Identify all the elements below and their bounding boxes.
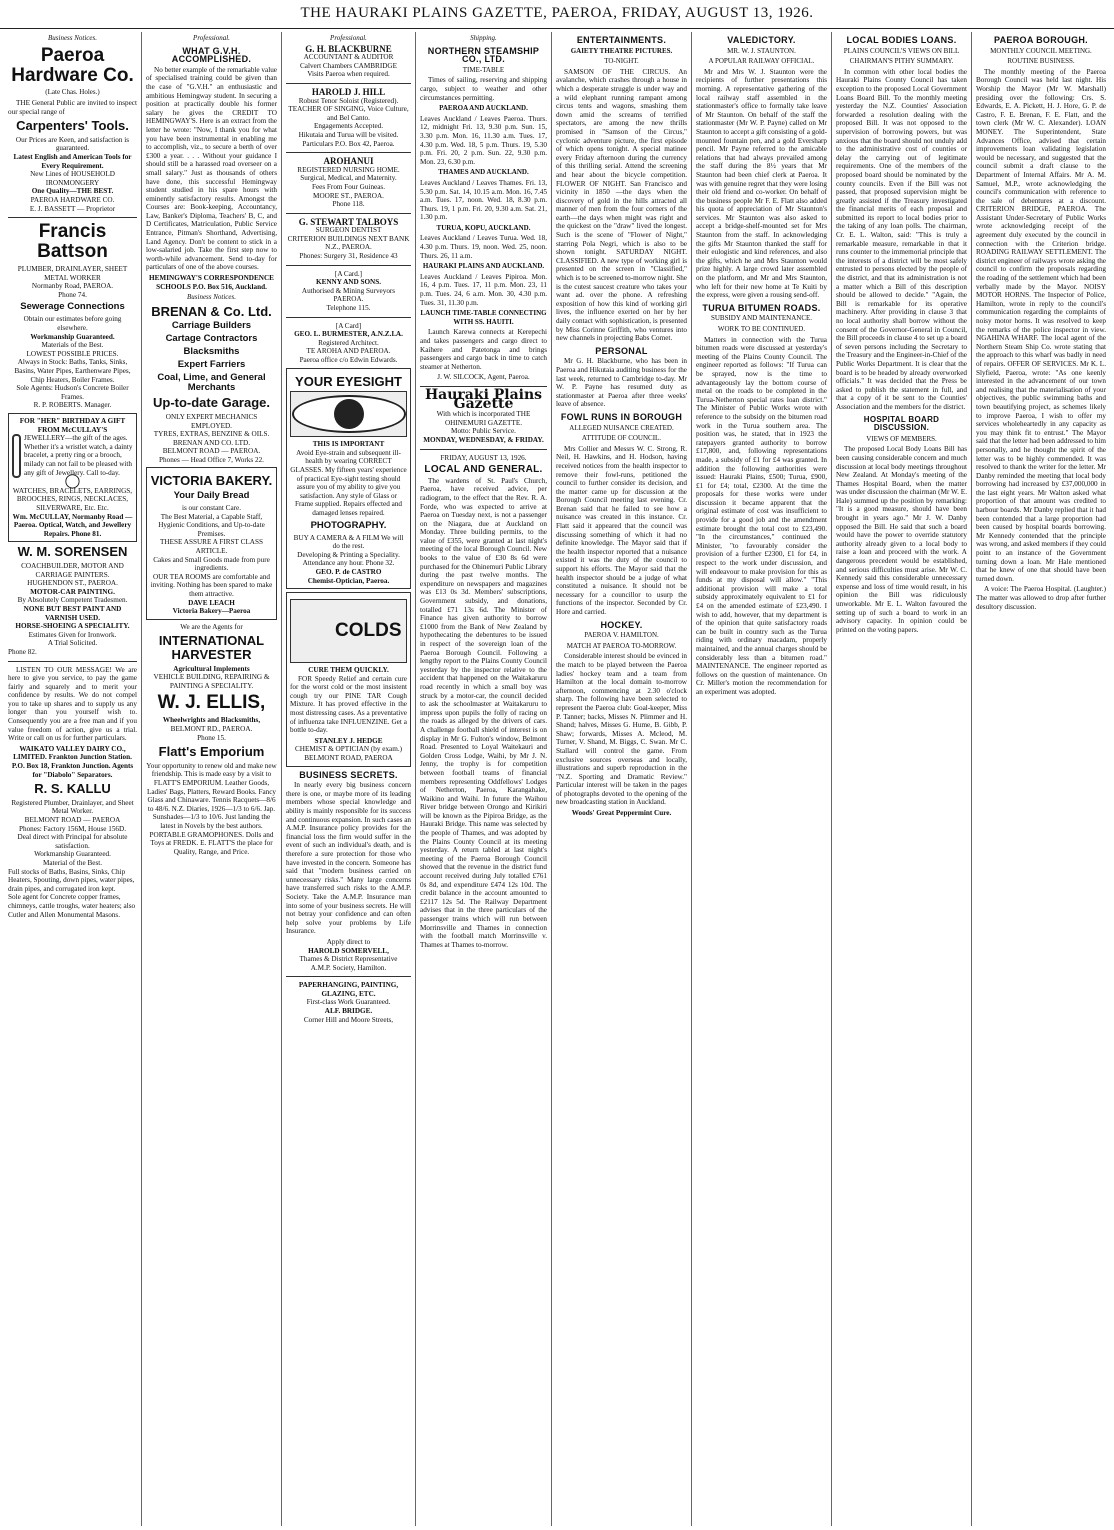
ad-eyesight-line: Chemist-Optician, Paeroa.: [307, 576, 390, 585]
article-body: Mrs Collier and Messrs W. C. Strong, R. Neil, H. Hawkins, and H. Hodson, having received notices from the health inspector to remove their fowl-runs, petitioned the council to further consider its decision, and the matter came up for discussion at the Borough Council meeting last evening. Cr. Brenan said that he failed to see how a nuisance was created in this instance. Cr. Flatt said it appeared that the council was discussing something of which it had no definite knowledge. The Mayor said that if the health inspector reported that a nuisance existed it was the duty of the council to support his efforts. The Mayor said that the health inspector should be a judge of what constituted a nuisance. It should not be necessary for a councillor to usurp the functions of the inspector. Seconded by Cr. Hore and carried.: [556, 444, 687, 616]
ad-hardware-body: THE General Public are invited to inspect our special range of: [8, 99, 137, 116]
ad-eyesight-line: Developing & Printing a Speciality.: [297, 550, 400, 559]
gazette-date: FRIDAY, AUGUST 13, 1926.: [440, 453, 527, 462]
article-sub: ALLEGED NUISANCE CREATED.: [569, 423, 674, 432]
card-line: Engagements Accepted.: [313, 122, 384, 131]
ad-garage-line: BELMONT ROAD — PAEROA.: [162, 447, 261, 456]
ad-colds-foot: BELMONT ROAD, PAEROA: [304, 754, 393, 763]
ad-bakery-mid: Your Daily Bread: [173, 490, 250, 502]
column-5: [552, 32, 692, 1526]
ad-sorensen-line: Phone 82.: [8, 647, 37, 656]
ad-bakery-title: VICTORIA BAKERY.: [150, 473, 273, 489]
article-heading: VALEDICTORY.: [727, 35, 796, 45]
bracelet-icon: ◯: [64, 474, 81, 490]
card-line: Particulars P.O. Box 42, Paeroa.: [302, 139, 395, 148]
gazette-line: MONDAY, WEDNESDAY, & FRIDAY.: [423, 435, 544, 444]
ad-harvester-line: Agricultural Implements: [173, 664, 250, 673]
ad-bridge-line: PAPERHANGING, PAINTING, GLAZING, ETC.: [298, 981, 399, 998]
ad-battson-line: Phone 74.: [58, 290, 87, 299]
ad-eyesight-title: YOUR EYESIGHT: [295, 373, 402, 389]
ad-sorensen-line: NONE BUT BEST PAINT AND VARNISH USED.: [23, 604, 122, 622]
article-sub: GAIETY THEATRE PICTURES.: [570, 46, 673, 55]
ad-hardware-line: E. J. BASSETT — Proprietor: [29, 204, 116, 213]
ad-bakery-line: Cakes and Small Goods made from pure ingredients.: [153, 555, 270, 573]
ad-sorensen-line: HORSE-SHOEING A SPECIALITY.: [15, 622, 130, 631]
article-heading: ENTERTAINMENTS.: [576, 35, 667, 45]
gazette-line: Motto: Public Service.: [451, 427, 516, 436]
article-foot: A voice: The Paeroa Hospital. (Laughter.) The matter was allowed to drop after further desultory discussion.: [976, 585, 1106, 611]
divider: [286, 265, 411, 266]
ad-brenan-line: Expert Farriers: [177, 359, 246, 371]
article-body: In nearly every big business concern there is one, or maybe more of its leading members whose special knowledge and ability is mainly responsible for its success and continuous expansion. In such cases an A.M.P. Insurance policy provides for the financial loss the firm would suffer in the event of such an individual's death, and is therefore a sure protection for those who have invested in the concern. Someone has said that "modern business carried on unnecessary risks." Many large concerns have transferred such risks to the A.M.P. Society. Take the A.M.P. Insurance man into some of your business secrets. He will not betray your confidence and can often help solve your problems by Life Insurance.: [286, 781, 411, 936]
ad-sorensen-line: COACHBUILDER, MOTOR AND CARRIAGE PAINTERS.: [21, 561, 124, 579]
ad-eyesight-line: Attendance any hour. Phone 32.: [302, 559, 395, 568]
section-kicker: Professional.: [330, 34, 367, 42]
ad-eyesight-body: Avoid Eye-strain and subsequent ill-health by wearing CORRECT GLASSES. My fifteen years' experience of practical Eye-sight testing should assure you of my ability to give you satisfaction. Any style of Glass or Frame supplied. Repairs effected and damaged lenses repaired.: [290, 448, 407, 517]
ad-kallu-line: Deal direct with Principal for absolute satisfaction.: [17, 833, 128, 850]
article-sub: MR. W. J. STAUNTON.: [727, 46, 796, 55]
eye-icon: [292, 395, 406, 433]
article-sub: MATCH AT PAEROA TO-MORROW.: [566, 641, 677, 650]
ad-garage-line: ONLY EXPERT MECHANICS EMPLOYED.: [165, 412, 258, 430]
article-heading: BUSINESS SECRETS.: [299, 769, 398, 780]
ad-sorensen-line: Estimates Given for Ironwork.: [28, 630, 117, 639]
card-line: Authorised & Mining Surveyors: [301, 286, 396, 295]
ad-sorensen-line: MOTOR-CAR PAINTING.: [30, 587, 115, 596]
article-body: The proposed Local Body Loans Bill has been causing considerable concern and much discussion at local body meetings throughout New Zealand. At Monday's meeting of the Thames Hospital Board, when the matter was under discussion the chairman (Mr W. E. Hale) summed up the position by remarking: "It is a good measure, should have been brought in years ago." Mr J. W. Danby opposed the Bill. He said that such a board would have the power to override statutory authority already given to a local body to raise a loan and proceed with the work. A dangerous precedent would be established, and serious difficulties must arise. Mr W. C. Kennedy said this considerable unnecessary expense and loss of time would result, in his opinion the Bill was ridiculously unworkable. Mr E. L. Walton favoured the setting up of such a board to work in an advisory capacity. In opinion could be printed on the voting papers.: [836, 445, 967, 634]
card-line: Phones: Surgery 31, Residence 43: [299, 252, 398, 261]
article-sub: PLAINS COUNCIL'S VIEWS ON BILL: [843, 46, 960, 55]
card-line: Fees From Four Guineas.: [311, 182, 386, 191]
article-foot: Woods' Great Peppermint Cure.: [571, 809, 672, 818]
ad-eyesight-mid: THIS IS IMPORTANT: [312, 440, 385, 449]
article-sub: PAEROA V. HAMILTON.: [584, 631, 659, 640]
ad-brenan-title: BRENAN & Co. Ltd.: [151, 303, 272, 319]
ad-sorensen-title: W. M. SORENSEN: [17, 544, 128, 560]
article-body: Matters in connection with the Turua bitumen roads were discussed at yesterday's meeting of the Plains County Council. The engineer reported as follows: "If Turua can be sprayed, now is the time to advantageously lay the bottom course of metal on the roads to be completed in the Turua-Netherton special rates loan district." The Minister of Public Works wrote with reference to the subsidy on the bitumen road work in the Turua southern area. The position was, he stated, that in 1923 the ratepayers granted authority to borrow £17,800, and, following representations made, a subsidy of £1 for £4 was granted. In addition the following authorities were issued: Hauraki Plains, £500; Turua, £900, £1 for £4; total, £2300. At the time the proposals for these works were under discussion it became apparent that the original estimate of cost was insufficient to provide for a good job and the amendment estimate brought the total cost to £23,490. "In the circumstances," continued the Minister, "to favourably consider the provision of a further £2300, £1 for £4, in respect to the work under discussion, and will endeavour to make provision for this as funds at my disposal will allow." "This additional provision will make a total subsidy approximately equivalent to £1 for £4 on the amended estimate of £23,490. I wish to add, however, that my department is of the opinion that quite satisfactory roads can be built in country such as the Turua riding with ordinary macadam, properly maintained, and the annual charges should be considerably less than a bitumen road." MAINTENANCE. The engineer reported as follows on the question of maintenance. On Cr. Miller's motion the recommendation for an experiment was adopted.: [696, 335, 827, 696]
divider: [286, 213, 411, 214]
ad-mccullay-title: FOR "HER" BIRTHDAY A GIFT FROM McCULLAY'S: [19, 416, 126, 434]
article-heading: LOCAL AND GENERAL.: [424, 464, 543, 476]
article-body: The monthly meeting of the Paeroa Borough Council was held last night. His Worship the Mayor (Mr W. Marshall) presiding over the following: Crs. S. Edwards, E. A. Pickett, H. J. Hore, G. P. de Castro, F. E. Brenan, F. E. Flatt, and the town clerk (Mr W. C. Alexander). LOAN MONEY. The Superintendent, State Advances Office, advised that certain improvements loan validating legislation would be necessary, and suggested that the council submit a draft clause to the Department of Internal Affairs. Mr A. M. Samuel, M.P., wrote acknowledging the council's communication with reference to the sale of debentures at a discount. CRITERION BRIDGE, PAEROA. The Assistant Under-Secretary of Public Works wrote acknowledging receipt of the agreement duly executed by the council in connection with the Criterion bridge. ROADING RAILWAY SETTLEMENT. The district engineer of railways wrote asking the council to confirm the proposals regarding the roading of the settlement which had been verbally made by the Mayor. NOISY MOTOR HORNS. The Inspector of Police, Hamilton, wrote in reply to the council's communication regarding the complaints of noisy motor horns. It was resolved to keep the remarks of the police inspector in view. NGAHINA WHARF. The local agent of the Northern Steam Ship Co. wrote stating that the approach to this wharf was badly in need of repairs. OFFER OF SERVICES. Mr K. L. Slyfield, Paeroa, wrote: "As one keenly interested in the advancement of our town and realising that the materialisation of your objectives, the public swimming baths and town beautifying project, as schemes likely to improve Paeroa, I wish to offer my services wholeheartedly in any capacity as you may think fit to entrust." The Mayor said that the letter had been addressed to him personally, and he thought the spirit of the letter was to be highly commended. It was resolved to thank the writer for the letter. Mr Danby reminded the meeting that local body borrowing had increased by £37,000,000 in the last eight years. Mr Walton asked what proportion of that amount was credited to harbour boards. Mr Danby replied that it had been contended that a large proportion had been caused by hospital boards borrowing. Mr Kennedy contended that the principle was wrong, and asked members if they could point to an instance of the Government turning down a loan. Mr Hale mentioned that he knew of one that should have been turned down.: [976, 67, 1106, 583]
shipping-launch: Launch Karewa connects at Kerepechi and takes passengers and cargo direct to Kaihere and Patetonga and brings passengers and cargo back in time to catch steamer at Netherton.: [420, 328, 547, 371]
article-sub: CHAIRMAN'S PITHY SUMMARY.: [849, 57, 954, 66]
article-heading: WHAT G.V.H. ACCOMPLISHED.: [171, 45, 252, 65]
article-body: No better example of the remarkable value of specialised training could be given than the case of "G.V.H." an enthusiastic and ambitious Hemingway student. In securing a position at practically double his former salary he gives the CREDIT TO HEMINGWAY'S. Here is an extract from the letter he wrote: "Now, I thank you for what you have been instrumental in enabling me to accomplish, viz., to secure a berth of over £300 a year. . . . Without your guidance I should still be a harassed road overseer on a small salary." Just as thousands of others have done, this successful Hemingway student studied in his spare hours with eminently satisfactory results. Amongst the Courses are: Book-keeping, Accountancy, Law, Banker's Diploma, Teachers' B, C, and D Certificates, Matriculation, Public Service Entrance, Pitman's Shorthand, Advertising, Land Agency. Don't be content to stick in a low-salaried job. Take the first step now to worth-while advancement. Send to-day for particulars of one of the above courses.: [146, 65, 277, 272]
ad-mccullay-foot: Wm. McCULLAY, Normanby Road — Paeroa. Optical, Watch, and Jewellery Repairs. Phone 81.: [12, 512, 133, 538]
shipping-heading: NORTHERN STEAMSHIP CO., LTD.: [427, 45, 540, 65]
section-kicker: Business Notices.: [48, 34, 97, 42]
article-heading: PERSONAL: [595, 345, 648, 356]
shipping-times: Leaves Auckland / Leaves Turua. Wed. 18, 4.30 p.m. Thurs. 19, noon. Wed. 25, noon. Thurs. 26, 11 a.m.: [420, 234, 547, 260]
card-line: [A Card.]: [334, 269, 363, 278]
shipping-route: LAUNCH TIME-TABLE CONNECTING WITH SS. HAUITI.: [420, 309, 547, 326]
column-2: [142, 32, 282, 1526]
ad-hardware-sub: (Late Chas. Holes.): [45, 88, 100, 97]
article-sub: ATTITUDE OF COUNCIL.: [581, 434, 662, 443]
article-heading: HOCKEY.: [600, 619, 643, 630]
shipping-times: Leaves Auckland / Leaves Pipiroa. Mon. 16, 4 p.m. Tues. 17, 11 p.m. Mon. 23, 11 p.m. Tues. 24, 6 a.m. Mon. 30, 4.30 p.m. Tues. 31, 11.30 p.m.: [420, 272, 547, 307]
ad-brenan-line: Blacksmiths: [183, 346, 240, 358]
ad-battson-more: Sole Agents: Hudson's Concrete Boiler Frames.: [16, 384, 129, 401]
masthead: [0, 0, 1114, 29]
divider: [420, 449, 547, 450]
ad-battson-more: R. P. ROBERTS. Manager.: [33, 401, 112, 410]
article-sub: WORK TO BE CONTINUED.: [717, 325, 806, 333]
card-line: Telephone 115.: [326, 304, 371, 313]
ad-battson-more: Materials of the Best.: [41, 341, 104, 350]
shipping-times: Leaves Auckland / Leaves Thames. Fri. 13, 5.30 p.m. Sat. 14, 10.15 a.m. Mon. 16, 7.45 a.m. Tues. 17, noon. Wed. 18, 8.30 p.m. Thurs. 19, 1 p.m. Fri. 20, 9.30 a.m. Sat. 21, 1.30 p.m.: [420, 178, 547, 222]
article-heading: FOWL RUNS IN BOROUGH: [560, 411, 683, 422]
card-arohanui: AROHANUI: [323, 156, 374, 167]
card-line: REGISTERED NURSING HOME.: [297, 165, 400, 174]
shipping-route: TURUA, KOPU, AUCKLAND.: [436, 223, 531, 232]
column-1: [4, 32, 142, 1526]
card-line: Paeroa office c/o Edwin Edwards.: [299, 356, 398, 364]
card-line: Visits Paeroa when required.: [307, 70, 390, 79]
ad-garage-line: TYRES, EXTRAS, BENZINE & OILS.: [153, 430, 270, 439]
gazette-line: With which is incorporated THE OHINEMURI GAZETTE.: [436, 410, 531, 427]
column-3: [282, 32, 416, 1526]
ad-hardware-big: Carpenters' Tools.: [16, 118, 129, 134]
ad-colds-title: COLDS: [335, 620, 402, 642]
ad-ellis-line: Phone 15.: [197, 733, 226, 742]
card-line: PAEROA.: [333, 295, 364, 304]
ad-battson-mid: Sewerage Connections: [20, 301, 125, 313]
article-foot: HAROLD SOMERVELL,: [308, 946, 389, 955]
article-sub: SUBSIDY AND MAINTENANCE.: [710, 314, 813, 323]
divider: [286, 83, 411, 84]
card-line: TE AROHA AND PAEROA.: [306, 347, 391, 356]
ad-sorensen-line: By Absolutely Competent Tradesmen.: [17, 596, 128, 605]
ad-kallu-line: Phones: Factory 156M, House 156D.: [18, 824, 126, 833]
card-line: TEACHER OF SINGING, Voice Culture, and Bel Canto.: [288, 105, 409, 122]
article-sub: MONTHLY COUNCIL MEETING.: [990, 46, 1092, 55]
card-burmester: GEO. L. BURMESTER, A.N.Z.I.A.: [294, 330, 403, 339]
section-kicker: Business Notices.: [187, 293, 236, 302]
ad-mccullay-list: WATCHES, BRACELETS, EARRINGS, BROOCHES, RINGS, NECKLACES, SILVERWARE, Etc. Etc.: [12, 486, 133, 512]
ad-kallu-line: Material of the Best.: [42, 859, 103, 868]
ad-colds-foot: CHEMIST & OPTICIAN (by exam.): [294, 745, 403, 754]
shipping-sub: TIME-TABLE: [462, 65, 505, 74]
ad-battson-more: Always in Stock: Baths, Tanks, Sinks, Basins, Water Pipes, Earthenware Pipes, Chip Heaters, Boiler Frames.: [14, 358, 131, 384]
ad-sorensen-line: A Trial Solicited.: [47, 639, 98, 648]
column-7: [832, 32, 972, 1526]
column-6: [692, 32, 832, 1526]
ad-ellis-line: BELMONT RD., PAEROA.: [170, 724, 253, 733]
article-sub: A POPULAR RAILWAY OFFICIAL.: [708, 57, 815, 66]
card-line: SURGEON DENTIST: [315, 226, 382, 235]
card-talboys: G. STEWART TALBOYS: [298, 216, 399, 227]
ad-hardware-line: Latest English and American Tools for Every Requirement.: [13, 153, 132, 170]
card-kenny: KENNY AND SONS.: [315, 278, 382, 287]
ad-battson-line: Normanby Road, PAEROA.: [31, 282, 114, 291]
ad-ellis-line: Wheelwrights and Blacksmiths,: [162, 716, 261, 725]
card-line: Robust Tenor Soloist (Registered).: [298, 96, 399, 105]
ad-kallu-line: Full stocks of Baths, Basins, Sinks, Chip Heaters, Spouting, down pipes, water pipes, drain pipes, and corrugated iron kept.: [8, 867, 135, 893]
ad-ellis-title: W. J. ELLIS,: [157, 692, 266, 714]
card-blackburne: G. H. BLACKBURNE: [305, 43, 392, 54]
article-body: Mr G. H. Blackburne, who has been in Paeroa and Hikutaia auditing business for the last week, returned to Cambridge to-day. Mr W. P. Payne has resumed duty as stationmaster at Paeroa after three weeks' leave of absence.: [556, 357, 687, 409]
ad-harvester-line: VEHICLE BUILDING, REPAIRING & PAINTING A SPECIALITY.: [153, 673, 270, 690]
ad-bakery-line: is our constant Care.: [181, 504, 242, 513]
ad-bakery-line: THESE ASSURE A FIRST CLASS ARTICLE.: [160, 538, 263, 556]
article-foot: Thames & District Representative: [299, 955, 398, 964]
ad-battson-more: Workmanship Guaranteed.: [30, 332, 115, 341]
article-foot: HEMINGWAY'S CORRESPONDENCE SCHOOLS P.O. Box 516, Auckland.: [149, 274, 274, 291]
ad-hardware-line: New Lines of HOUSEHOLD IRONMONGERY: [30, 170, 115, 187]
ad-eyesight-photo: PHOTOGRAPHY.: [310, 519, 387, 531]
ad-eyesight: [286, 368, 411, 590]
ad-sorensen-line: HUGHENDON ST., PAEROA.: [27, 579, 118, 588]
ad-flatt-title: Flatt's Emporium: [158, 744, 265, 760]
ad-mccullay-body: JEWELLERY—the gift of the ages. Whether it's a wristlet watch, a dainty bracelet, a pretty ring or a brooch, milady can not fail to be pleased with any gift of Jewellery. Call to-day.: [24, 434, 133, 477]
ad-bridge-line: ALF. BRIDGE.: [324, 1007, 373, 1016]
ad-hardware-line: Our Prices are Keen, and satisfaction is guaranteed.: [15, 135, 130, 153]
ad-kallu-line: Workmanship Guaranteed.: [34, 850, 111, 859]
article-heading: HOSPITAL BOARD DISCUSSION.: [863, 414, 940, 433]
section-kicker: Professional.: [193, 34, 230, 42]
ad-colds: [286, 592, 411, 767]
ad-harvester-title: INTERNATIONAL HARVESTER: [158, 633, 265, 663]
ad-colds-foot: STANLEY J. HEDGE: [314, 736, 383, 745]
ad-battson-title: Francis Battson: [37, 221, 108, 263]
ad-kallu-title: R. S. KALLU: [34, 781, 111, 797]
card-line: [A Card]: [335, 321, 362, 330]
card-line: Phone 118.: [332, 200, 365, 209]
card-line: CRITERION BUILDINGS NEXT BANK N.Z., PAEROA.: [287, 234, 410, 252]
article-heading: TURUA BITUMEN ROADS.: [702, 302, 821, 313]
card-line: Calvert Chambers CAMBRIDGE: [299, 61, 398, 70]
ad-battson-more: LOWEST POSSIBLE PRICES.: [26, 349, 119, 358]
ad-hardware-line: PAEROA HARDWARE CO.: [30, 196, 115, 205]
ad-bridge-line: Corner Hill and Moore Streets,: [303, 1015, 394, 1024]
article-sub: ROUTINE BUSINESS.: [1007, 57, 1075, 66]
card-line: ACCOUNTANT & AUDITOR: [303, 53, 394, 62]
article-body: In common with other local bodies the Hauraki Plains County Council has taken exception to the proposed Local Government Loans Board Bill. To the monthly meeting yesterday the N.Z. Counties' Association forwarded a resolution dealing with the proposed Bill. It was not opposed to the supervision of borrowing powers, but was anxious that the board should not unduly add to the administrative cost of counties or delay the carrying out of legitimate requirements. One of the members of the proposed board should be nominated by the county councils. Even if the Bill was not passed, that proposed supervision might be greatly assisted if the Treasury investigated the financial merits of each proposal and submitted its report to local bodies prior to the taking of any loan polls. The chairman, Cr. E. L. Walton, said: "This is truly a remarkable measure, remarkable in that it runs counter to the immemorial principle that the interests of a district will be most safely entrusted to persons elected by the people of the district, and that its administration is not a matter which a Bill of this description should be allowed to decide." "Again, the Bill is remarkable for its operative machinery. After providing in clause 3 that no local authority shall borrow without the consent of the Governor-General in Council, the Bill proceeds in clause 4 to set up a board of seven persons including the Secretary to the Treasury and the Engineer-in-Chief of the Public Works Department. It is clear that the board is to be headed by already overworked officials." It was decided that the Press be asked to publish the statement in full, and that a copy of it be sent to the Counties' Association and the members for the district.: [836, 67, 967, 411]
shipping-body: Times of sailing, reserving and shipping cargo, subject to weather and other circumstances permitting.: [420, 76, 547, 102]
ad-bakery-line: OUR TEA ROOMS are comfortable and inviting. Nothing has been spared to make them attractive.: [150, 572, 273, 599]
ad-bridge-line: First-class Work Guaranteed.: [306, 998, 391, 1007]
ad-garage-line: BRENAN AND CO. LTD.: [172, 438, 250, 447]
ad-dairy-body: LISTEN TO OUR MESSAGE! We are here to give you service, to pay the game fairly and squarely and to merit your confidence by results. We do not compel you to take up shares and to supply us any longer than you yourself wish to. Consequently you are a free man and if you value freedom of action, give us a trial. Write or call on us for further particulars.: [8, 665, 137, 743]
ad-hardware-line: One Quality—THE BEST.: [31, 187, 114, 196]
article-foot: Apply direct to: [326, 937, 371, 946]
ad-eyesight-line: GEO. P. de CASTRO: [315, 567, 382, 576]
ad-dairy-foot: WAIKATO VALLEY DAIRY CO., LIMITED. Frankton Junction Station. P.O. Box 18, Frankton Junction. Agents for "Diabolo" Separators.: [11, 744, 134, 779]
divider: [8, 661, 137, 662]
card-hill: HAROLD J. HILL: [311, 86, 386, 97]
ad-colds-body: FOR Speedy Relief and certain cure for the worst cold or the most insistent cough try our PINE TAR Cough Mixture. It has proved effective in the most distressing cases. As a preventative of influenza take INFLUENZINE. Get a bottle to-day.: [290, 674, 407, 735]
article-foot: A.M.P. Society, Hamilton.: [310, 963, 387, 972]
shipping-route: THAMES AND AUCKLAND.: [438, 168, 529, 177]
article-sub: TO-NIGHT.: [604, 57, 639, 66]
ad-battson-line: PLUMBER, DRAINLAYER, SHEET METAL WORKER: [17, 265, 128, 282]
ad-flatt-body: Your opportunity to renew old and make new friendship. This is made easy by a visit to FLATT'S EMPORIUM. Leather Goods, Ladies' Bags, Platters, Reward Books. Fancy Glass and Chinaware. Tennis Racquets—8/6 to 48/6. N.Z. Diaries, 1926—1/3 to 6/6. Jap. Sunshades—1/3 to 10/6. Just landing the latest in Novels by the best authors. PORTABLE GRAMOPHONES. Dolls and Toys at FREDK. E. FLATT'S the place for Quality, Range, and Price.: [146, 761, 277, 856]
ad-harvester-pre: We are the Agents for: [180, 622, 243, 631]
shipping-route: HAURAKI PLAINS AND AUCKLAND.: [422, 262, 545, 271]
ad-colds-mid: CURE THEM QUICKLY.: [308, 666, 389, 675]
ad-bakery-line: Victoria Bakery—Paeroa: [172, 607, 251, 616]
shipping-route: PAEROA AND AUCKLAND.: [439, 104, 528, 113]
card-line: Surgical, Medical, and Maternity.: [300, 174, 397, 183]
wristwatch-icon: [12, 434, 21, 478]
gazette-nameplate: Hauraki Plains Gazette: [424, 386, 543, 412]
card-line: Hikutaia and Turua will be visited.: [298, 130, 399, 139]
ad-hardware-title: Paeroa Hardware Co.: [11, 44, 134, 86]
ad-kallu-line: Registered Plumber, Drainlayer, and Sheet Metal Worker.: [11, 798, 134, 816]
article-body: SAMSON OF THE CIRCUS. An avalanche, which crashes through a house in which a desperate struggle is under way and a wild elephant running rampant among circus tents and wagons, smashing them down amid the screams of terrified spectators, are among the new thrills promised in "Samson of the Circus," cyclonic adventure picture, the first episode of which opens tonight. A special matinee every Friday afternoon during the currency of this thrilling serial. Attend the screening and hear about the bicycle competition. FLOWER OF NIGHT. San Francisco and vicinity in 1850 —the days when the discovery of gold in the hills attracted all manner of men from the four corners of the earth—the days when might was right and the quickest on the "draw" lived the longest. Such is the scene of "Flower of Night," starring Pola Negri, which is also to be shown tonight. SATURDAY NIGHT. CLASSIFIED. A new type of working girl is presented on the screen in "Classified," which is to be screened to-morrow night. She is the cutest saucest creature who takes your want ad. over the phone. A refreshing exposition of how this kind of working girl lives, the influence exerted on her by her daily contact with sophistication, is presented by Miss Corinne Griffith, who ventures into new channels in projecting Babs Comet.: [556, 67, 687, 343]
shipping-times: Leaves Auckland / Leaves Paeroa. Thurs. 12, midnight Fri. 13, 9.30 p.m. Sun. 15, 3.30 p.m. Mon. 16, 11.30 a.m. Tues. 17, 4.30 p.m. Wed. 18, 5 p.m. Thurs. 19, 5.30 p.m. Fri. 20, 2 p.m. Sun. 22, 9.30 p.m. Mon. 23, 6.30 p.m.: [420, 114, 547, 166]
divider: [8, 217, 137, 218]
divider: [286, 976, 411, 977]
ad-bakery: [146, 467, 277, 619]
ad-kallu-line: BELMONT ROAD — PAEROA: [24, 816, 121, 825]
ad-garage-line: Phones — Head Office 7, Works 22.: [159, 455, 264, 464]
ad-brenan-line: Carriage Builders: [171, 320, 252, 332]
article-heading: PAEROA BOROUGH.: [993, 35, 1088, 45]
masthead-title: THE HAURAKI PLAINS GAZETTE, PAEROA, FRIDAY, AUGUST 13, 1926.: [300, 5, 814, 21]
ad-eyesight-line: BUY A CAMERA & A FILM We will do the rest.: [293, 533, 404, 551]
ad-mccullay: [8, 413, 137, 542]
column-8: [972, 32, 1110, 1526]
card-line: MOORE ST., PAEROA.: [313, 191, 384, 200]
colds-illustration: [290, 599, 407, 663]
divider: [286, 152, 411, 153]
card-line: Registered Architect.: [318, 338, 379, 347]
shipping-agent: J. W. SILCOCK, Agent, Paeroa.: [437, 373, 530, 382]
article-heading: LOCAL BODIES LOANS.: [846, 35, 957, 45]
eye-illustration: [290, 391, 407, 437]
article-body: Mr and Mrs W. J. Staunton were the recipients of further presentations this morning. A representative gathering of the local railway staff assembled in the stationmaster's office to formally take leave of Mr Staunton. On behalf of the staff the stationmaster (Mr W. P. Payne) called on Mr Staunton to accept a gift consisting of a gold-mounted fountain pen, and a gold Eversharp pencil. Mr Payne referred to the amicable relations that had always prevailed among the staff during the 8½ years that Mr Staunton had been chief clerk at Paeroa. It was with genuine regret that they were losing their old friend and co-worker. On behalf of the business people Mr F. E. Flatt also added his quota of appreciation of Mr Staunton's services. Mr Staunton was also asked to accept a bridge-shelf-mounted set for Mrs Staunton from the staff. In acknowledging the gifts Mr Staunton thanked the staff for their eulogistic and kind references, and also the gifts, which he and Mrs Staunton would prize highly. A large crowd later assembled on the platform, and Mr and Mrs Staunton, who left for their new home at Te Kuiti by the express, were given a rousing send-off.: [696, 67, 827, 300]
article-body: The wardens of St. Paul's Church, Paeroa, have received advice, per radiogram, to the effect that the Rev. R. A. Forde, who was expected to arrive at Paeroa on Tuesday next, is not a passenger on the Niagara, due at Auckland on Monday. Three building permits, to the value of £355, were granted at last night's meeting of the local Borough Council. New books to the value of £30 8s 6d were purchased for the Ohinemuri Public Library during the past twelve months. The expenditure on newspapers and magazines was £13 0s 3d. Members' subscriptions, Government subsidy, and donations, totalled £71 13s 6d. The Minister of Finance has given authority to borrow £1000 from the Bank of New Zealand by hypothecating the debentures to be issued in respect of the sovereign loan of the Paeroa Borough Council. Following a lengthy report to the Plains County Council yesterday by the inspector relative to the accident that happened on the Waitakaruru road recently in which a small boy was struck by a motor-car, the council decided to ask the schoolmaster at Waitakaruru to impress upon pupils the folly of racing on the roads as alleged by the drivers of cars. A challenge football shield of interest is on display in Mr G. Fulton's window, Belmont Road. Presented to Loyal Waitekauri and Golden Cross Lodge, Waihi, by Mr J. N. Jenny, the trophy is for competition between football teams of financial members representing Oddfellows' Lodges of Netherton, Paeroa, Karangahake, Waikino and Waihi. In future the Waihou River bridge between Orongo and Kirikiri will be known as the Pipiroa Bridge, as the Hauraki Bridge. This name was selected by the people of Thames, and was adopted by the Plains County Council at its meeting yesterday. A return tabled at last night's meeting of the Paeroa Borough Council showed that the revenue in the district fund account received during July totalled £761 0s 8d, and expenditure £474 12s 10d. The credit balance in the account amounted to £2117 12s 5d. The Railway Department advises that in the three particulars of the passenger trains which will run between Morrinsville and Thames in connection with the football match Morrinsville v. Thames at Thames to-morrow.: [420, 476, 547, 949]
article-body: Considerable interest should be evinced in the match to be played between the Paeroa ladies' hockey team and a team from Hamilton at the local domain to-morrow afternoon, commencing at 2.30 o'clock sharp. The following have been selected to represent the Paeroa club: Goal-keeper, Miss P. Tanner; backs, Misses N. Plimmer and H. Shand; halves, Misses G. Hume, B. Gibb, P. Shaw; forwards, Misses A. Mcleod, M. Turner, V. Shand, M. Biggs, C. Swan. Mr C. Stallard will control the game. From exclusive sources overseas and locally, illustrations and superb reproduction in the "N.Z. Sporting and Dramatic Review." Particular interest will be taken in the pages of photographs devoted to the opening of the new broadcasting station in Auckland.: [556, 652, 687, 807]
ad-brenan-line: Cartage Contractors: [165, 333, 258, 345]
ad-garage-title: Up-to-date Garage.: [152, 395, 270, 411]
columns: [4, 32, 1110, 1526]
divider: [286, 317, 411, 318]
ad-bakery-line: DAVE LEACH: [188, 598, 235, 607]
section-kicker: Shipping.: [470, 34, 497, 42]
column-4: [416, 32, 552, 1526]
article-sub: VIEWS OF MEMBERS.: [866, 434, 937, 443]
ad-brenan-line: Coal, Lime, and General Merchants: [157, 372, 266, 394]
ad-kallu-line: Sole agent for Concrete copper frames, chimneys, cattle troughs, water heaters; also Cutler and Allen Monumental Masons.: [8, 893, 136, 919]
ad-bakery-line: The Best Material, a Capable Staff, Hygienic Conditions, and Up-to-date Premises.: [158, 512, 265, 538]
ad-battson-more: Obtain our estimates before going elsewhere.: [23, 315, 122, 333]
